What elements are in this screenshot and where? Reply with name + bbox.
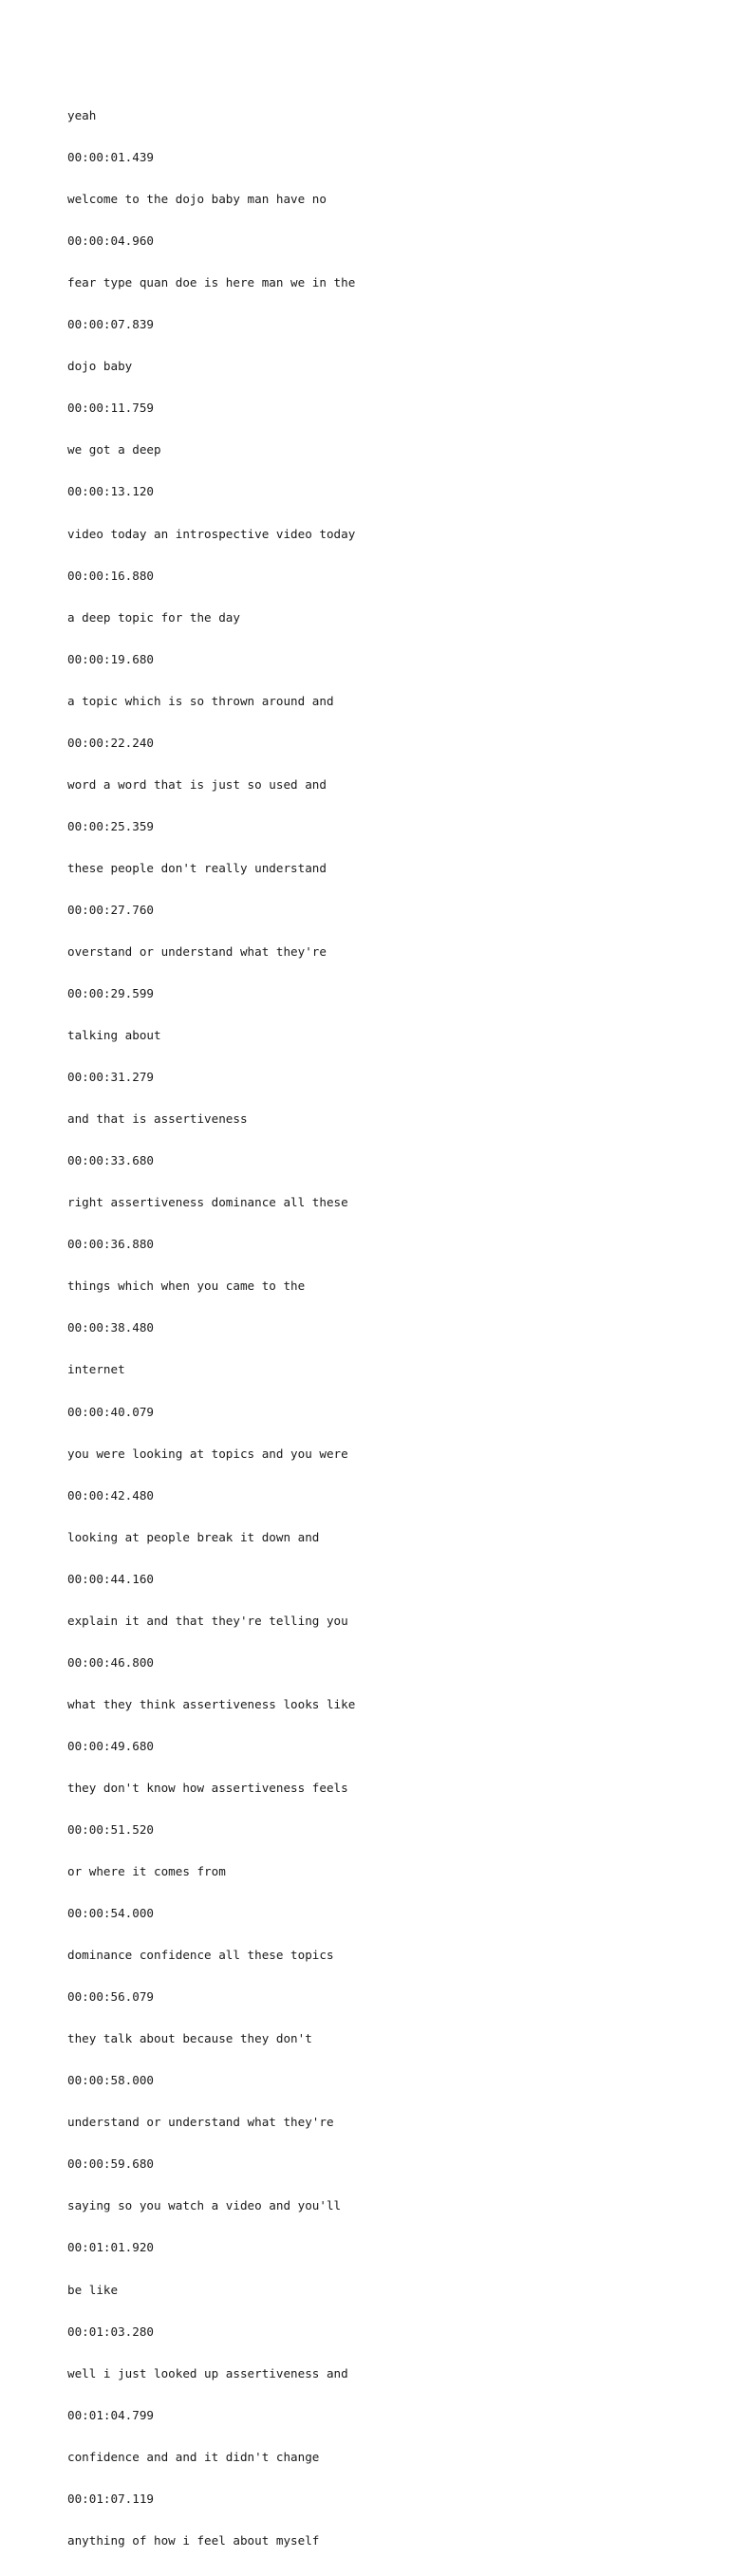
transcript-line: 00:00:46.800 xyxy=(67,1654,154,1670)
transcript-line: dojo baby xyxy=(67,359,133,374)
transcript-line: 00:00:59.680 xyxy=(67,2156,154,2172)
transcript-line: and that is assertiveness xyxy=(67,1111,248,1127)
transcript-line: a topic which is so thrown around and xyxy=(67,693,334,708)
transcript-line: 00:00:38.480 xyxy=(67,1320,154,1335)
transcript-line: understand or understand what they're xyxy=(67,2115,334,2130)
transcript-line: or where it comes from xyxy=(67,1864,226,1879)
transcript-line: 00:00:13.120 xyxy=(67,484,154,499)
transcript-line: 00:00:44.160 xyxy=(67,1571,154,1586)
transcript-line: word a word that is just so used and xyxy=(67,776,327,792)
transcript-line: 00:00:42.480 xyxy=(67,1487,154,1503)
transcript-line: confidence and and it didn't change xyxy=(67,2449,320,2464)
transcript-line: 00:01:07.119 xyxy=(67,2491,154,2506)
transcript-line: overstand or understand what they're xyxy=(67,944,327,959)
transcript-line: 00:00:33.680 xyxy=(67,1153,154,1168)
transcript-text xyxy=(67,67,675,2576)
transcript-line: 00:00:58.000 xyxy=(67,2073,154,2088)
transcript-line: 00:00:07.839 xyxy=(67,317,154,332)
transcript-line: 00:01:04.799 xyxy=(67,2407,154,2422)
transcript-line: right assertiveness dominance all these xyxy=(67,1195,348,1210)
transcript-line: fear type quan doe is here man we in the xyxy=(67,275,356,290)
transcript-line: be like xyxy=(67,2282,119,2297)
transcript-line: we got a deep xyxy=(67,442,161,457)
transcript-line: 00:01:03.280 xyxy=(67,2324,154,2339)
transcript-line: 00:00:31.279 xyxy=(67,1070,154,1085)
transcript-line: a deep topic for the day xyxy=(67,609,240,625)
transcript-line: internet xyxy=(67,1362,125,1377)
transcript-line: anything of how i feel about myself xyxy=(67,2532,320,2548)
transcript-line: they don't know how assertiveness feels xyxy=(67,1780,348,1795)
transcript-line: 00:00:29.599 xyxy=(67,986,154,1001)
transcript-line: they talk about because they don't xyxy=(67,2031,312,2046)
transcript-line: 00:00:16.880 xyxy=(67,568,154,583)
transcript-line: 00:00:01.439 xyxy=(67,150,154,165)
transcript-line: 00:00:36.880 xyxy=(67,1237,154,1252)
transcript-line: 00:00:40.079 xyxy=(67,1404,154,1419)
transcript-line: yeah xyxy=(67,108,97,123)
transcript-line: 00:00:27.760 xyxy=(67,902,154,917)
transcript-line: you were looking at topics and you were xyxy=(67,1446,348,1461)
transcript-line: looking at people break it down and xyxy=(67,1529,320,1544)
transcript-line: 00:00:19.680 xyxy=(67,651,154,666)
transcript-line: 00:00:22.240 xyxy=(67,735,154,750)
transcript-line: 00:00:51.520 xyxy=(67,1821,154,1837)
transcript-line: 00:00:25.359 xyxy=(67,818,154,833)
transcript-line: 00:00:11.759 xyxy=(67,401,154,416)
transcript-line: these people don't really understand xyxy=(67,860,327,875)
transcript-line: what they think assertiveness looks like xyxy=(67,1696,356,1711)
transcript-line: dominance confidence all these topics xyxy=(67,1948,334,1963)
transcript-line: video today an introspective video today xyxy=(67,526,356,541)
transcript-line: 00:01:01.920 xyxy=(67,2240,154,2255)
transcript-line: 00:00:54.000 xyxy=(67,1906,154,1921)
transcript-line: things which when you came to the xyxy=(67,1279,306,1294)
transcript-line: 00:00:04.960 xyxy=(67,233,154,249)
transcript-line: explain it and that they're telling you xyxy=(67,1613,348,1628)
transcript-line: well i just looked up assertiveness and xyxy=(67,2365,348,2380)
transcript-line: 00:00:49.680 xyxy=(67,1738,154,1753)
transcript-line: talking about xyxy=(67,1028,161,1043)
transcript-line: 00:00:56.079 xyxy=(67,1989,154,2005)
transcript-line: welcome to the dojo baby man have no xyxy=(67,192,327,207)
transcript-line: saying so you watch a video and you'll xyxy=(67,2198,342,2213)
